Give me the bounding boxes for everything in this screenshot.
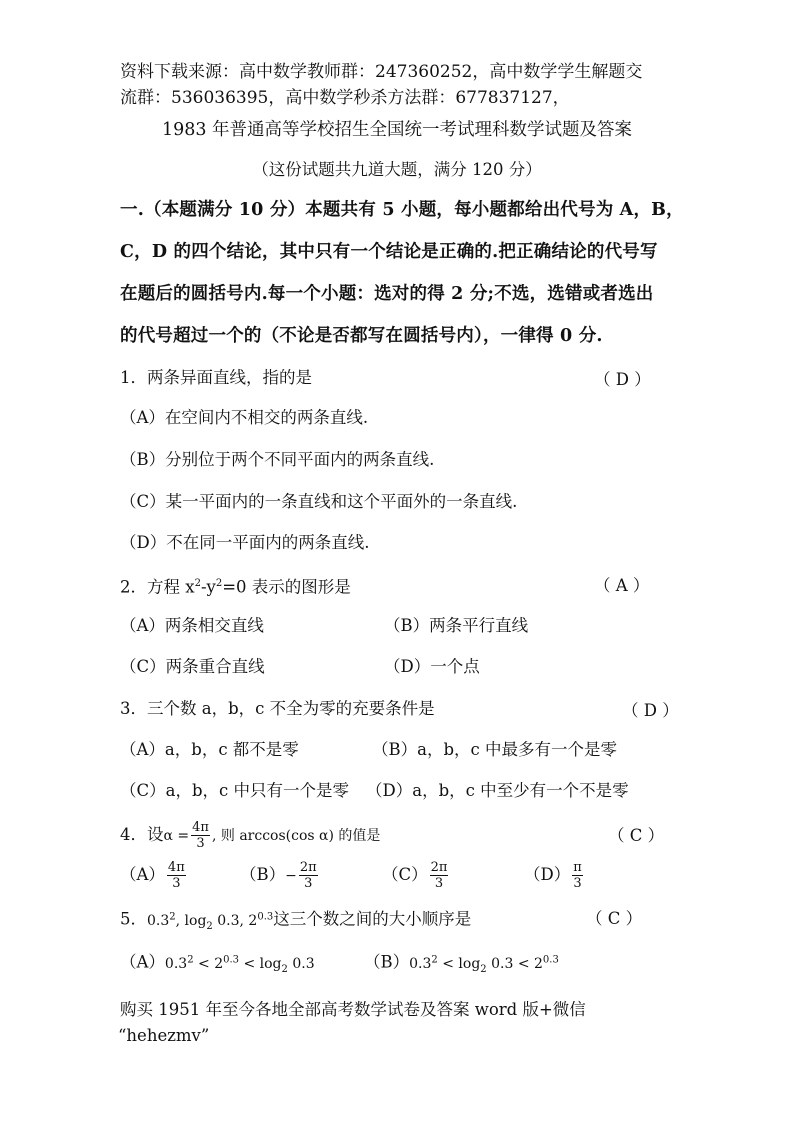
source-line-2: 流群：536036395，高中数学秒杀方法群：677837127， bbox=[120, 88, 570, 108]
footer-wechat-line: “hehezmv” bbox=[118, 1026, 210, 1045]
q1-stem: 1．两条异面直线，指的是 bbox=[120, 368, 312, 387]
q1-option-d: （D）不在同一平面内的两条直线. bbox=[120, 533, 370, 552]
q4-answer: （ C ） bbox=[608, 826, 665, 845]
q1-answer: （ D ） bbox=[594, 370, 651, 389]
section-instruction-line-1: 一.（本题满分 10 分）本题共有 5 小题，每小题都给出代号为 A，B， bbox=[120, 200, 684, 220]
q2-option-b: （B）两条平行直线 bbox=[384, 616, 529, 635]
q3-option-a: （A）a，b，c 都不是零 bbox=[120, 740, 299, 759]
q3-stem: 3．三个数 a，b，c 不全为零的充要条件是 bbox=[120, 699, 435, 718]
source-line-1: 资料下载来源：高中数学教师群：247360252，高中数学学生解题交 bbox=[120, 62, 643, 82]
q4-option-a: （A） $\frac{4\pi}{3}$ bbox=[120, 860, 185, 891]
q3-option-d: （D）a，b，c 中至少有一个不是零 bbox=[366, 781, 629, 800]
q1-option-a: （A）在空间内不相交的两条直线. bbox=[120, 408, 369, 427]
q1-option-b: （B）分别位于两个不同平面内的两条直线. bbox=[120, 450, 435, 469]
q5-option-a: $(A)0.3^2 < 2^{0.3} < \log_2 0.3$ bbox=[120, 952, 315, 975]
q3-option-b: （B）a，b，c 中最多有一个是零 bbox=[372, 740, 618, 759]
q2-stem: 2．方程 $x^2-y^2=0$ 表示的图形是 bbox=[120, 577, 351, 597]
q4-stem-fraction: $\frac{4\pi}{3}$ bbox=[192, 820, 209, 851]
q5-answer: （ C ） bbox=[586, 909, 643, 928]
q2-option-a: （A）两条相交直线 bbox=[120, 616, 264, 635]
q4-option-d: （D） $\frac{\pi}{3}$ bbox=[524, 860, 582, 891]
q5-option-b: $(B)0.3^2 < \log_2 0.3 < 2^{0.3}$ bbox=[364, 952, 559, 975]
exam-subtitle: （这份试题共九道大题，满分 120 分） bbox=[252, 160, 542, 179]
q4-option-b: （B）− $\frac{2\pi}{3}$ bbox=[240, 860, 317, 891]
footer-purchase-line: 购买 1951 年至今各地全部高考数学试卷及答案 word 版+微信 bbox=[120, 1000, 586, 1019]
q4-option-c: （C） $\frac{2\pi}{3}$ bbox=[382, 860, 448, 891]
exam-title: 1983 年普通高等学校招生全国统一考试理科数学试题及答案 bbox=[161, 120, 633, 140]
q2-option-d: （D）一个点 bbox=[384, 657, 480, 676]
section-instruction-line-3: 在题后的圆括号内.每一个小题：选对的得 2 分;不选，选错或者选出 bbox=[120, 284, 654, 304]
q4-stem: 4．设α = $\frac{4\pi}{3}$ , 则 arccos(cos α) 的值是 bbox=[120, 820, 381, 851]
section-instruction-line-2: C，D 的四个结论，其中只有一个结论是正确的.把正确结论的代号写 bbox=[120, 242, 658, 262]
q5-stem: 5．$0.3^2$, $\log_2 0.3$, $2^{0.3}$这三个数之间的大小顺序是 bbox=[120, 909, 472, 932]
q2-option-c: （C）两条重合直线 bbox=[120, 657, 265, 676]
q3-option-c: （C）a，b，c 中只有一个是零 bbox=[120, 781, 350, 800]
section-instruction-line-4: 的代号超过一个的（不论是否都写在圆括号内），一律得 0 分. bbox=[120, 326, 603, 346]
q1-option-c: （C）某一平面内的一条直线和这个平面外的一条直线. bbox=[120, 492, 518, 511]
q3-answer: （ D ） bbox=[622, 701, 679, 720]
q2-answer: （ A ） bbox=[594, 576, 650, 595]
